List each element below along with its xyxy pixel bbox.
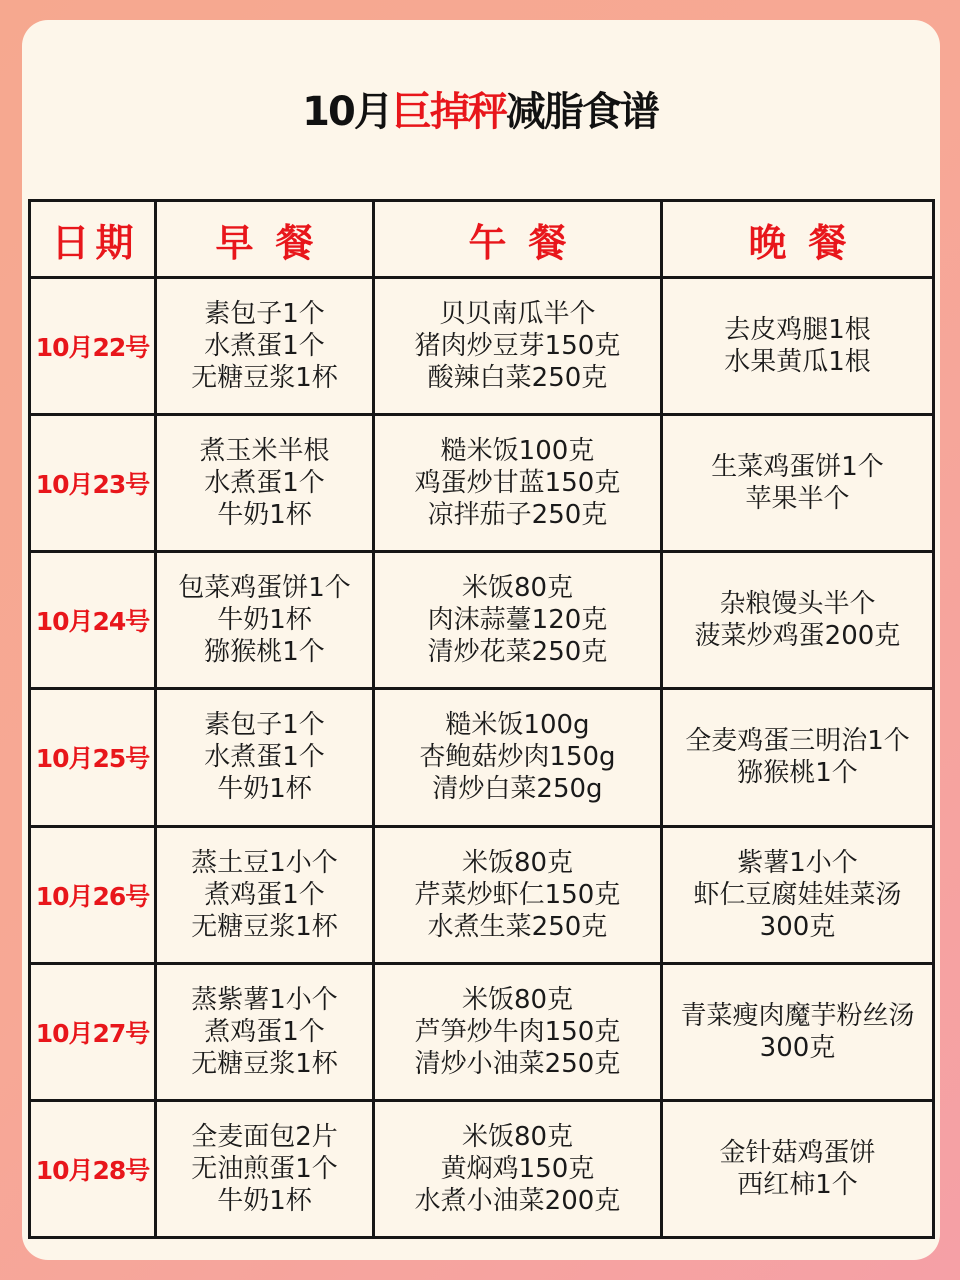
dinner-item: 全麦鸡蛋三明治1个 [685, 726, 910, 757]
dinner-item: 生菜鸡蛋饼1个 [711, 452, 884, 483]
lunch-item: 杏鲍菇炒肉150g [419, 742, 616, 773]
dinner-item: 苹果半个 [745, 484, 850, 515]
dinner-cell [662, 963, 934, 1100]
dinner-item: 菠菜炒鸡蛋200克 [694, 621, 901, 652]
header-breakfast: 早餐 [156, 201, 374, 278]
breakfast-item: 牛奶1杯 [217, 500, 312, 531]
header-date: 日期 [30, 201, 156, 278]
lunch-item: 猪肉炒豆芽150克 [414, 331, 621, 362]
dinner-item: 杂粮馒头半个 [719, 589, 876, 620]
breakfast-item: 蒸土豆1小个 [191, 847, 338, 878]
breakfast-item: 无油煎蛋1个 [191, 1153, 338, 1184]
header-lunch: 午餐 [374, 201, 662, 278]
breakfast-item: 猕猴桃1个 [204, 637, 325, 668]
lunch-cell [374, 963, 662, 1100]
meal-plan-table [28, 199, 935, 1239]
date-cell: 10月26号 [30, 826, 156, 963]
table-row [30, 963, 934, 1100]
title-part1: 10月 [302, 89, 392, 135]
breakfast-item: 全麦面包2片 [191, 1121, 338, 1152]
dinner-item: 水果黄瓜1根 [724, 347, 871, 378]
date-cell: 10月28号 [30, 1100, 156, 1237]
breakfast-cell [156, 415, 374, 552]
date-cell: 10月27号 [30, 963, 156, 1100]
dinner-item: 猕猴桃1个 [737, 758, 858, 789]
lunch-item: 水煮生菜250克 [427, 911, 608, 942]
breakfast-cell [156, 1100, 374, 1237]
breakfast-item: 无糖豆浆1杯 [191, 1048, 338, 1079]
date-cell: 10月25号 [30, 689, 156, 826]
lunch-item: 米饭80克 [461, 847, 574, 878]
dinner-cell [662, 552, 934, 689]
date-cell: 10月22号 [30, 278, 156, 415]
lunch-item: 清炒小油菜250克 [414, 1048, 621, 1079]
dinner-item: 金针菇鸡蛋饼 [719, 1137, 876, 1168]
date-cell: 10月23号 [30, 415, 156, 552]
breakfast-item: 水煮蛋1个 [204, 742, 325, 773]
dinner-item: 虾仁豆腐娃娃菜汤 [693, 879, 902, 910]
lunch-item: 清炒花菜250克 [427, 637, 608, 668]
breakfast-cell [156, 963, 374, 1100]
breakfast-item: 蒸紫薯1小个 [191, 984, 338, 1015]
dinner-cell [662, 278, 934, 415]
breakfast-item: 无糖豆浆1杯 [191, 363, 338, 394]
lunch-item: 凉拌茄子250克 [427, 500, 608, 531]
title-accent: 巨掉秤 [391, 89, 506, 135]
title-part2: 减脂食谱 [505, 89, 658, 135]
lunch-cell [374, 278, 662, 415]
dinner-item: 紫薯1小个 [737, 847, 858, 878]
dinner-item: 去皮鸡腿1根 [724, 315, 871, 346]
page-title [0, 52, 960, 172]
lunch-item: 黄焖鸡150克 [440, 1153, 595, 1184]
breakfast-item: 水煮蛋1个 [204, 331, 325, 362]
lunch-cell [374, 415, 662, 552]
table-row [30, 826, 934, 963]
breakfast-item: 煮玉米半根 [199, 436, 330, 467]
table-row [30, 689, 934, 826]
table-row [30, 1100, 934, 1237]
header-dinner: 晚餐 [662, 201, 934, 278]
lunch-cell [374, 552, 662, 689]
dinner-item: 300克 [759, 911, 836, 942]
breakfast-cell [156, 826, 374, 963]
lunch-item: 糙米饭100克 [440, 436, 595, 467]
table-row [30, 552, 934, 689]
lunch-cell [374, 1100, 662, 1237]
breakfast-cell [156, 552, 374, 689]
lunch-item: 酸辣白菜250克 [427, 363, 608, 394]
dinner-cell [662, 415, 934, 552]
lunch-item: 糙米饭100g [445, 710, 590, 741]
dinner-item: 300克 [759, 1032, 836, 1063]
breakfast-item: 煮鸡蛋1个 [204, 1016, 325, 1047]
breakfast-item: 牛奶1杯 [217, 1185, 312, 1216]
dinner-item: 西红柿1个 [737, 1169, 858, 1200]
dinner-cell [662, 689, 934, 826]
breakfast-item: 水煮蛋1个 [204, 468, 325, 499]
breakfast-item: 煮鸡蛋1个 [204, 879, 325, 910]
lunch-item: 肉沫蒜薹120克 [427, 605, 608, 636]
table-row [30, 415, 934, 552]
breakfast-item: 包菜鸡蛋饼1个 [178, 573, 351, 604]
dinner-cell [662, 826, 934, 963]
lunch-item: 米饭80克 [461, 984, 574, 1015]
lunch-item: 芦笋炒牛肉150克 [414, 1016, 621, 1047]
lunch-cell [374, 689, 662, 826]
breakfast-item: 素包子1个 [204, 710, 325, 741]
breakfast-item: 素包子1个 [204, 299, 325, 330]
header-row [30, 201, 934, 278]
lunch-item: 米饭80克 [461, 1121, 574, 1152]
breakfast-item: 牛奶1杯 [217, 605, 312, 636]
dinner-item: 青菜瘦肉魔芋粉丝汤 [680, 1000, 915, 1031]
breakfast-cell [156, 689, 374, 826]
lunch-item: 贝贝南瓜半个 [439, 299, 596, 330]
lunch-item: 芹菜炒虾仁150克 [414, 879, 621, 910]
lunch-item: 水煮小油菜200克 [414, 1185, 621, 1216]
table-row [30, 278, 934, 415]
date-cell: 10月24号 [30, 552, 156, 689]
lunch-item: 清炒白菜250g [432, 774, 603, 805]
breakfast-item: 无糖豆浆1杯 [191, 911, 338, 942]
dinner-cell [662, 1100, 934, 1237]
breakfast-cell [156, 278, 374, 415]
lunch-item: 米饭80克 [461, 573, 574, 604]
breakfast-item: 牛奶1杯 [217, 774, 312, 805]
lunch-cell [374, 826, 662, 963]
lunch-item: 鸡蛋炒甘蓝150克 [414, 468, 621, 499]
